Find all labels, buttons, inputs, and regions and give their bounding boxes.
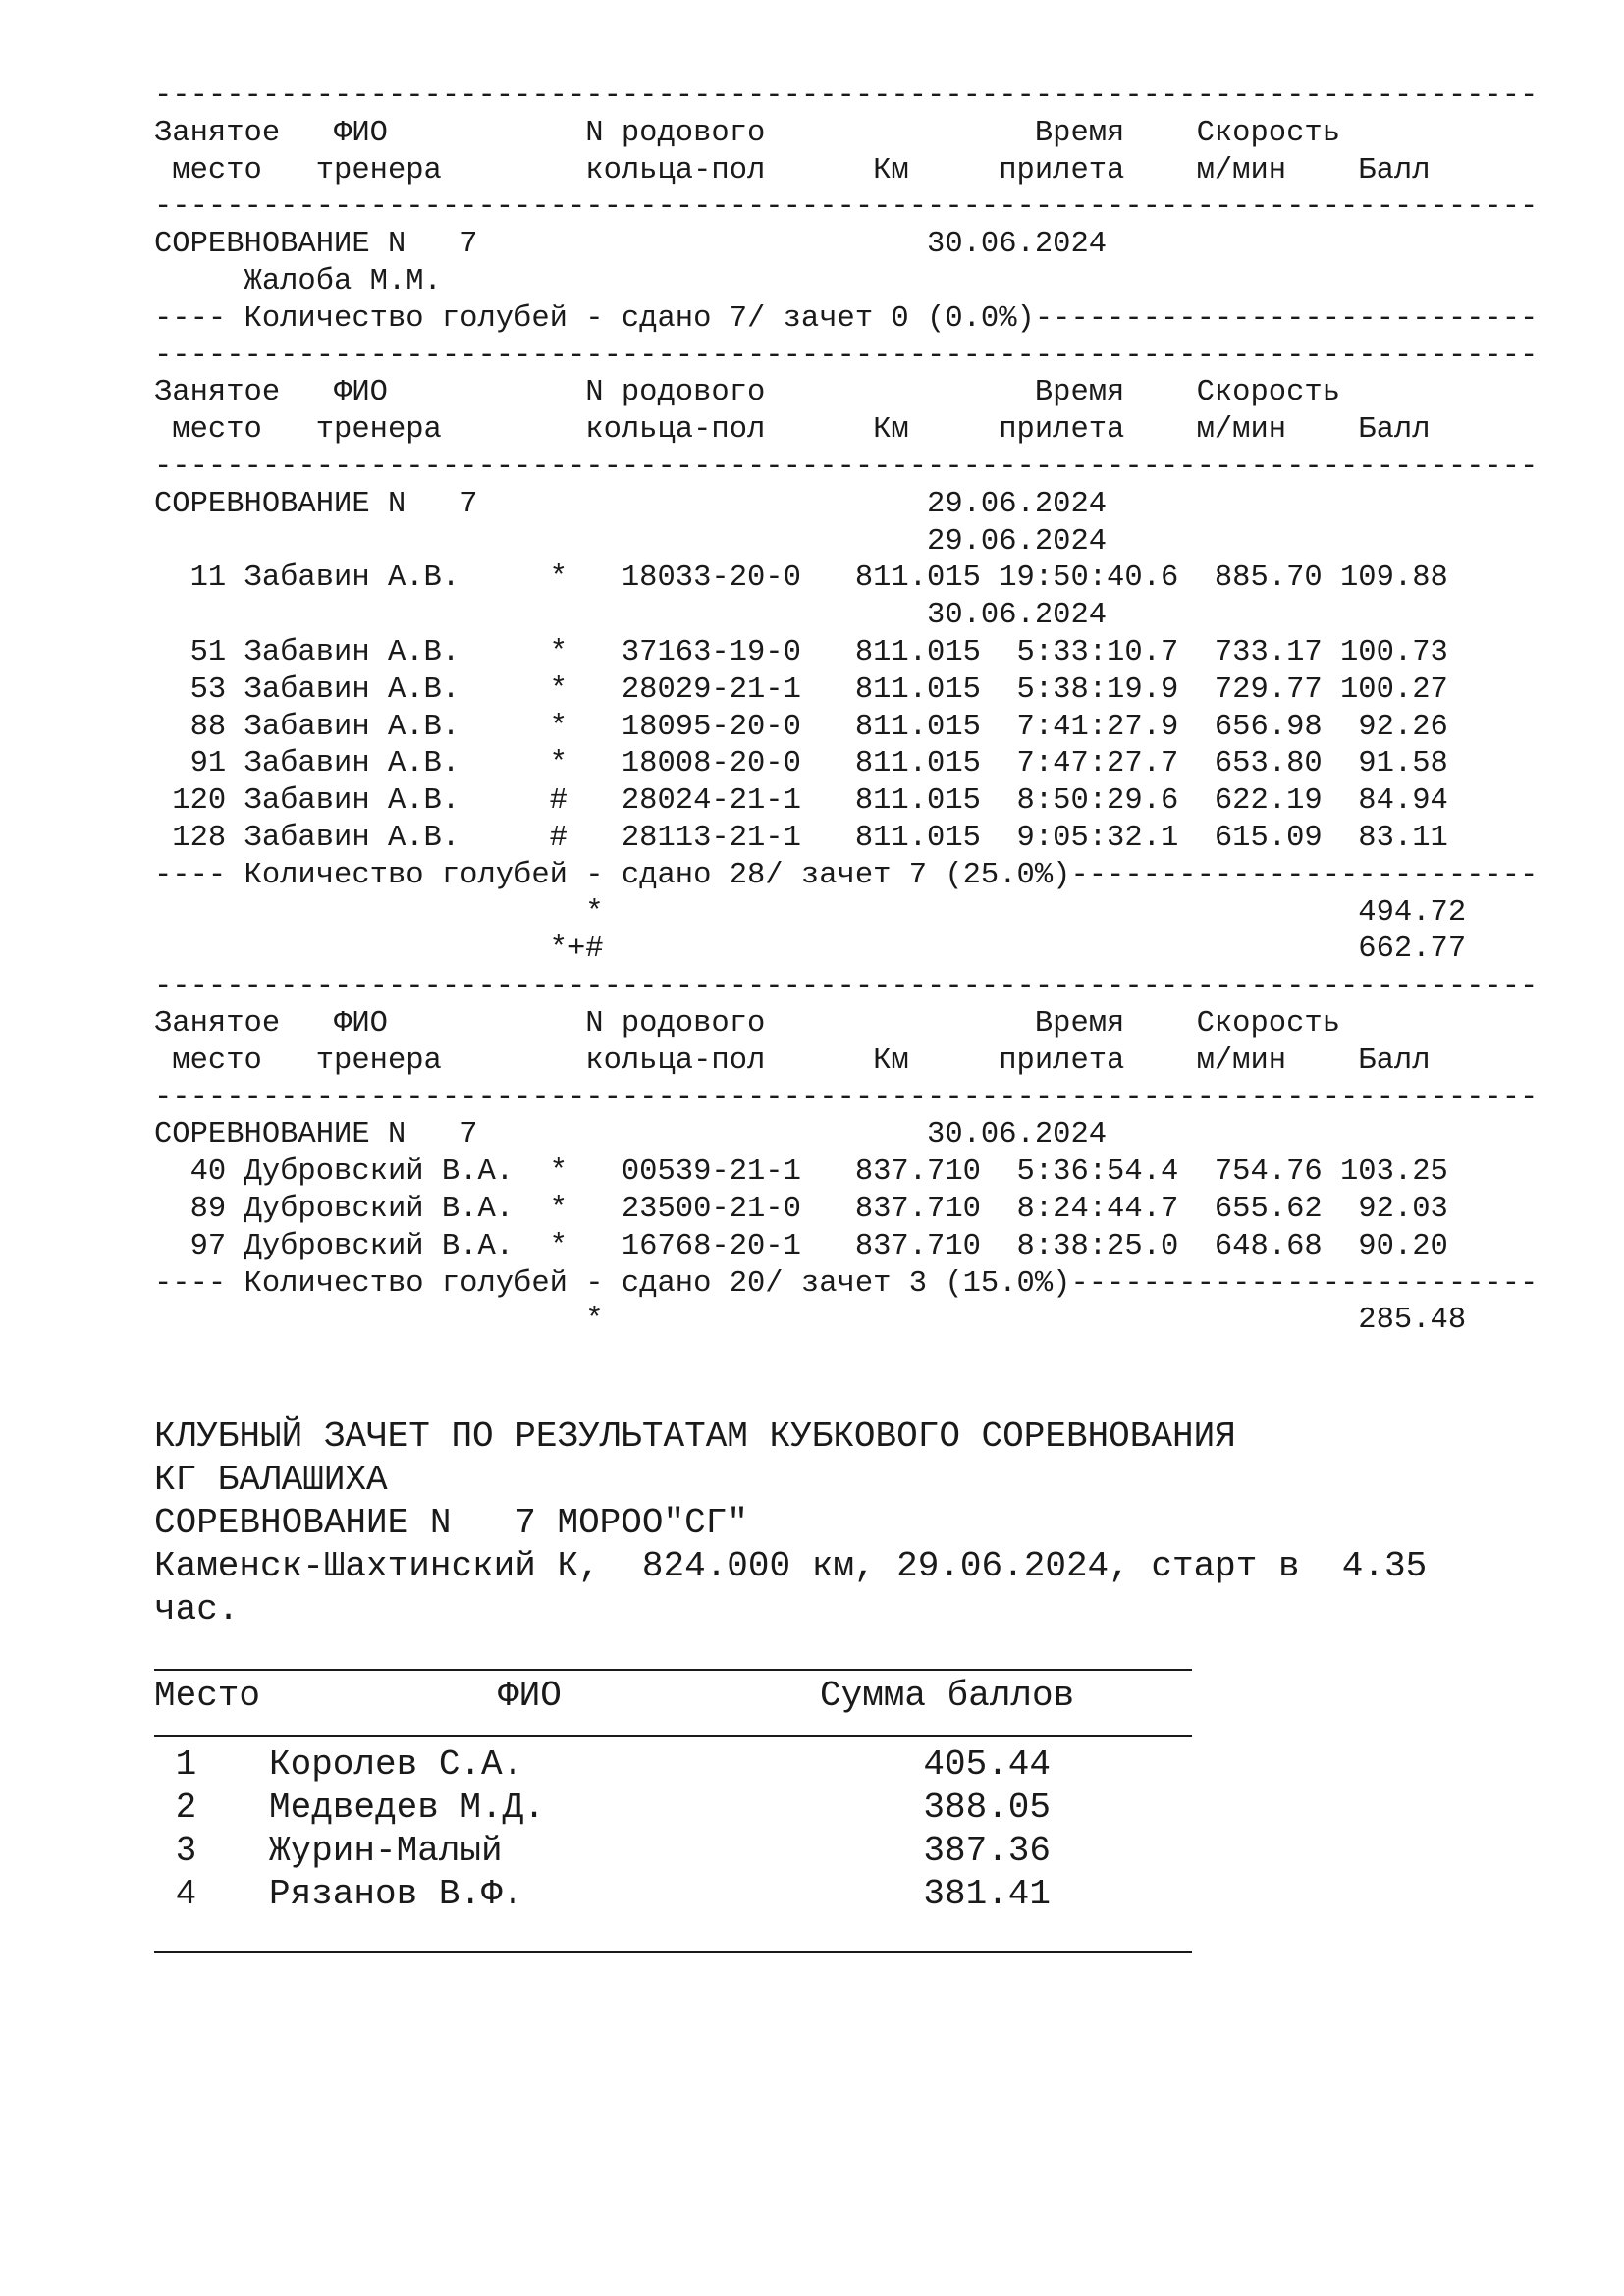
report-line: Занятое ФИО N родового Время Скорость <box>154 376 1340 410</box>
table-rule <box>154 1735 1192 1737</box>
club-standings-table <box>154 1669 1192 1953</box>
table-rule <box>154 1951 1192 1953</box>
club-standings-section <box>154 1415 1548 1953</box>
report-line: 120 Забавин А.В. # 28024-21-1 811.015 8:50:29.6 622.19 84.94 <box>154 784 1448 819</box>
report-line: 40 Дубровский В.А. * 00539-21-1 837.710 5:36:54.4 754.76 103.25 <box>154 1155 1448 1190</box>
club-title-line: час. <box>154 1589 240 1629</box>
row-place: 2 <box>154 1788 197 1828</box>
club-title-line: Каменск-Шахтинский К, 824.000 км, 29.06.2024, старт в 4.35 <box>154 1546 1428 1586</box>
table-body <box>154 1743 1192 1916</box>
report-line: * 494.72 <box>154 895 1467 930</box>
row-place: 1 <box>154 1744 197 1785</box>
report-line: место тренера кольца-пол Км прилета м/мин Балл <box>154 413 1431 448</box>
column-header-place: Место <box>154 1676 261 1716</box>
report-line: место тренера кольца-пол Км прилета м/мин Балл <box>154 1043 1431 1078</box>
report-line: ----------------------------------------------------------------------------- <box>154 190 1539 225</box>
report-line: 51 Забавин А.В. * 37163-19-0 811.015 5:33:10.7 733.17 100.73 <box>154 635 1448 669</box>
report-line: ----------------------------------------------------------------------------- <box>154 1081 1539 1115</box>
report-line: место тренера кольца-пол Км прилета м/мин Балл <box>154 153 1431 187</box>
row-place: 3 <box>154 1831 197 1871</box>
report-line: СОРЕВНОВАНИЕ N 7 30.06.2024 <box>154 1118 1108 1152</box>
report-line: ----------------------------------------------------------------------------- <box>154 339 1539 373</box>
row-sum: 388.05 <box>923 1788 1051 1828</box>
report-line: СОРЕВНОВАНИЕ N 7 29.06.2024 <box>154 487 1108 521</box>
report-line: 29.06.2024 <box>154 524 1108 559</box>
table-header-row <box>154 1675 1192 1718</box>
row-place: 4 <box>154 1874 197 1914</box>
report-line: ----------------------------------------------------------------------------- <box>154 970 1539 1004</box>
report-line: 128 Забавин А.В. # 28113-21-1 811.015 9:05:32.1 615.09 83.11 <box>154 821 1448 855</box>
report-line: ----------------------------------------------------------------------------- <box>154 450 1539 484</box>
row-sum: 387.36 <box>923 1831 1051 1871</box>
club-title-line: КЛУБНЫЙ ЗАЧЕТ ПО РЕЗУЛЬТАТАМ КУБКОВОГО СОРЕВНОВАНИЯ <box>154 1416 1236 1457</box>
report-line: ---- Количество голубей - сдано 28/ зачет 7 (25.0%)-------------------------- <box>154 858 1539 892</box>
report-line: ---- Количество голубей - сдано 7/ зачет 0 (0.0%)---------------------------- <box>154 301 1539 336</box>
report-line: СОРЕВНОВАНИЕ N 7 30.06.2024 <box>154 228 1108 262</box>
row-sum: 381.41 <box>923 1874 1051 1914</box>
report-line: 89 Дубровский В.А. * 23500-21-0 837.710 8:24:44.7 655.62 92.03 <box>154 1192 1448 1226</box>
club-title-line: КГ БАЛАШИХА <box>154 1460 388 1500</box>
report-line: *+# 662.77 <box>154 933 1467 967</box>
report-line: 91 Забавин А.В. * 18008-20-0 811.015 7:47:27.7 653.80 91.58 <box>154 747 1448 781</box>
table-row <box>154 1873 1192 1916</box>
report-line: Жалоба М.М. <box>154 264 442 298</box>
club-standings-title <box>154 1415 1548 1631</box>
table-row <box>154 1743 1192 1787</box>
table-row <box>154 1787 1192 1830</box>
report-line: 97 Дубровский В.А. * 16768-20-1 837.710 8:38:25.0 648.68 90.20 <box>154 1229 1448 1263</box>
club-title-line: СОРЕВНОВАНИЕ N 7 МОРОО"СГ" <box>154 1503 748 1543</box>
report-line: ---- Количество голубей - сдано 20/ зачет 3 (15.0%)-------------------------- <box>154 1266 1539 1301</box>
results-report <box>154 79 1538 1340</box>
report-line: 30.06.2024 <box>154 599 1108 633</box>
table-row <box>154 1830 1192 1873</box>
table-rule <box>154 1669 1192 1671</box>
report-line: Занятое ФИО N родового Время Скорость <box>154 1006 1340 1041</box>
column-header-name: ФИО <box>498 1676 562 1716</box>
report-line: 11 Забавин А.В. * 18033-20-0 811.015 19:50:40.6 885.70 109.88 <box>154 561 1448 596</box>
report-line: 88 Забавин А.В. * 18095-20-0 811.015 7:41:27.9 656.98 92.26 <box>154 710 1448 744</box>
row-name: Рязанов В.Ф. <box>269 1874 524 1914</box>
column-header-sum: Сумма баллов <box>820 1676 1075 1716</box>
report-line: * 285.48 <box>154 1304 1467 1338</box>
report-line: 53 Забавин А.В. * 28029-21-1 811.015 5:38:19.9 729.77 100.27 <box>154 672 1448 707</box>
row-name: Медведев М.Д. <box>269 1788 545 1828</box>
row-name: Королев С.А. <box>269 1744 524 1785</box>
report-line: Занятое ФИО N родового Время Скорость <box>154 116 1340 150</box>
row-name: Журин-Малый <box>269 1831 503 1871</box>
row-sum: 405.44 <box>923 1744 1051 1785</box>
report-line: ----------------------------------------------------------------------------- <box>154 80 1539 113</box>
